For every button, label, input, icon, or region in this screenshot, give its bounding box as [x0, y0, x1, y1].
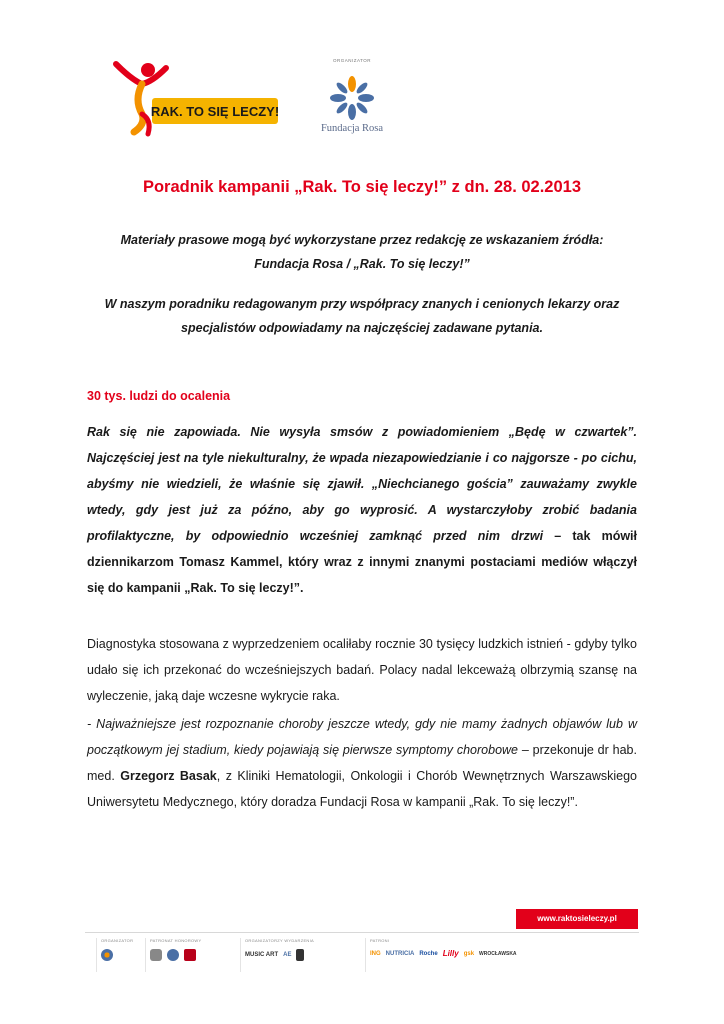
organizer-block [312, 58, 392, 134]
diagnostics-paragraph: Diagnostyka stosowana z wyprzedzeniem ocaliłaby rocznie 30 tysięcy ludzkich istnień - gdyby tylko udało się ich przekonać do wcześniejszych badań. Polacy nadal lekceważą olbrzymią szansę na wyleczenie, jaką daje wczesne wykrycie raka. [87, 637, 637, 703]
sponsor-logo-ing: ING [370, 950, 381, 957]
lead-bold-text: – tak mówił dziennikarzom Tomasz Kammel, który wraz z innymi znanymi postaciami mediów włączył się do kampanii „Rak. To się leczy!”. [87, 529, 637, 595]
campaign-logo [112, 58, 282, 138]
campaign-logo-text: RAK. TO SIĘ LECZY! [150, 104, 280, 119]
fundacja-rosa-flower-icon [329, 75, 375, 121]
foundation-name: Fundacja Rosa [320, 123, 384, 134]
sponsor-logo-wroclawska: WROCŁAWSKA [479, 950, 517, 957]
crest-logo-icon [167, 949, 179, 961]
sponsor-logo-roche: Roche [419, 950, 438, 957]
footer-group-label: PATRONI [370, 938, 390, 943]
page-title: Poradnik kampanii „Rak. To się leczy!” z dn. 28. 02.2013 [142, 178, 582, 196]
intro-source-note [90, 228, 634, 276]
intro-guide-note [90, 292, 634, 340]
quote-italic-text: - Najważniejsze jest rozpoznanie choroby jeszcze wtedy, gdy nie mamy żadnych objawów lub w początkowym jej stadium, kiedy pojawiają się pierwsze symptomy chorobowe [87, 717, 637, 757]
quote-author-name: Grzegorz Basak [120, 769, 217, 783]
sponsor-logo-music-art: MUSIC ART [245, 952, 279, 958]
bar-logo-icon [296, 949, 304, 961]
lead-italic-text: Rak się nie zapowiada. Nie wysyła smsów z powiadomieniem „Będę w czwartek”. Najczęściej jest na tyle niekulturalny, że wpada niezapowiedzianie i co najgorsze - po cichu, abyśmy nie wiedzieli, że właśnie się zjawił. „Niechcianego gościa” zauważamy zwykle wtedy, gdy jest już za późno, aby go wyprosić. A wystarczyłoby zrobić badania profilaktyczne, by odpowiednio wcześniej zamknąć przed nim drzwi [87, 425, 637, 543]
fundacja-rosa-small-icon [101, 949, 113, 961]
footer-group-label: PATRONAT HONOROWY [150, 938, 202, 943]
quote-paragraph [87, 711, 637, 815]
quote-mid-text: – przekonuje dr hab. med. [87, 743, 637, 783]
footer-group-organizer [96, 938, 135, 972]
sponsor-logo-gsk: gsk [463, 950, 475, 957]
footer-group-patronage [145, 938, 230, 972]
coalition-logo-icon [150, 949, 162, 961]
footer-group-label: ORGANIZATORZY WYDARZENIA [245, 938, 314, 943]
sponsor-logo-nutricia: NUTRICIA [385, 950, 415, 957]
intro-guide-line-2: specjalistów odpowiadamy na najczęściej zadawane pytania. [181, 321, 543, 335]
organizer-label: ORGANIZATOR [332, 58, 372, 63]
footer-divider [85, 932, 639, 933]
footer-group-event-organizers [240, 938, 360, 972]
intro-source-line-2: Fundacja Rosa / „Rak. To się leczy!” [254, 257, 470, 271]
section-heading: 30 tys. ludzi do ocalenia [87, 389, 231, 403]
quote-end-text: , z Kliniki Hematologii, Onkologii i Chorób Wewnętrznych Warszawskiego Uniwersytetu Medycznego, który doradza Fundacji Rosa w kampanii „Rak. To się leczy!”. [87, 769, 638, 809]
intro-source-line-1: Materiały prasowe mogą być wykorzystane przez redakcję ze wskazaniem źródła: [120, 233, 604, 247]
website-url-bar[interactable]: www.raktosieleczy.pl [516, 909, 638, 929]
intro-guide-line-1: W naszym poradniku redagowanym przy współpracy znanych i cenionych lekarzy oraz [104, 297, 620, 311]
sponsor-logo-ae: AE [283, 952, 292, 958]
sponsor-logo-lilly: Lilly [442, 949, 459, 958]
footer-group-patrons [365, 938, 640, 972]
footer-group-label: ORGANIZATOR [101, 938, 134, 943]
shield-logo-icon [184, 949, 196, 961]
lead-paragraph [87, 419, 637, 601]
